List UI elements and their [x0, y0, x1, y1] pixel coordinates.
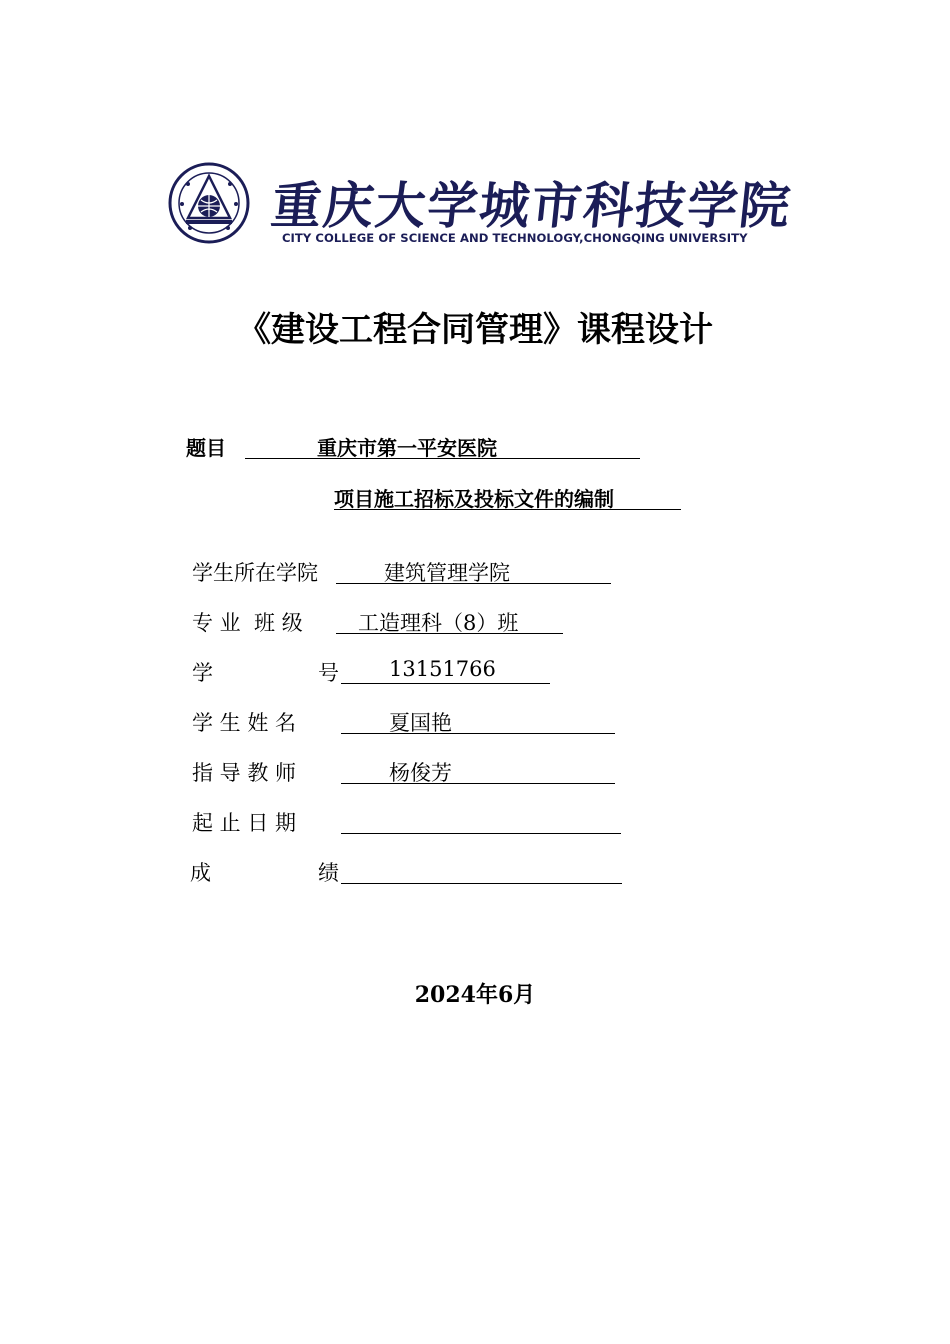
class-field	[336, 607, 563, 634]
college-name-cn: 重庆大学城市科技学院	[268, 176, 795, 235]
grade-label-left: 成	[190, 861, 211, 885]
subject-line1-text: 重庆市第一平安医院	[317, 436, 497, 460]
document-date: 2024年6月	[414, 982, 536, 1008]
college-value: 建筑管理学院	[384, 561, 510, 585]
name-label: 学 生 姓 名	[192, 711, 297, 735]
name-value: 夏国艳	[389, 711, 452, 735]
college-name-en: CITY COLLEGE OF SCIENCE AND TECHNOLOGY,CHONGQING UNIVERSITY	[282, 231, 748, 245]
student-id-field	[341, 657, 550, 684]
student-id-label-right: 号	[318, 661, 339, 685]
college-seal-icon	[168, 162, 250, 244]
period-label: 起 止 日 期	[192, 811, 297, 835]
subject-line2-text: 项目施工招标及投标文件的编制	[334, 487, 614, 511]
college-logo	[168, 160, 798, 252]
subject-field-line1	[245, 432, 640, 459]
college-field	[336, 557, 611, 584]
grade-label-right: 绩	[318, 861, 339, 885]
page-title: 《建设工程合同管理》课程设计	[237, 310, 713, 350]
college-label: 学生所在学院	[192, 561, 318, 585]
grade-field	[341, 857, 622, 884]
student-id-label-left: 学	[192, 661, 213, 685]
class-label: 专 业 班 级	[192, 611, 303, 635]
period-field	[341, 807, 621, 834]
advisor-field	[341, 757, 615, 784]
advisor-value: 杨俊芳	[389, 761, 452, 785]
advisor-label: 指 导 教 师	[192, 761, 297, 785]
class-value: 工造理科（8）班	[358, 611, 519, 635]
subject-label: 题目	[186, 436, 226, 460]
name-field	[341, 707, 615, 734]
student-id-value: 13151766	[389, 657, 496, 681]
subject-field-line2	[334, 483, 681, 510]
